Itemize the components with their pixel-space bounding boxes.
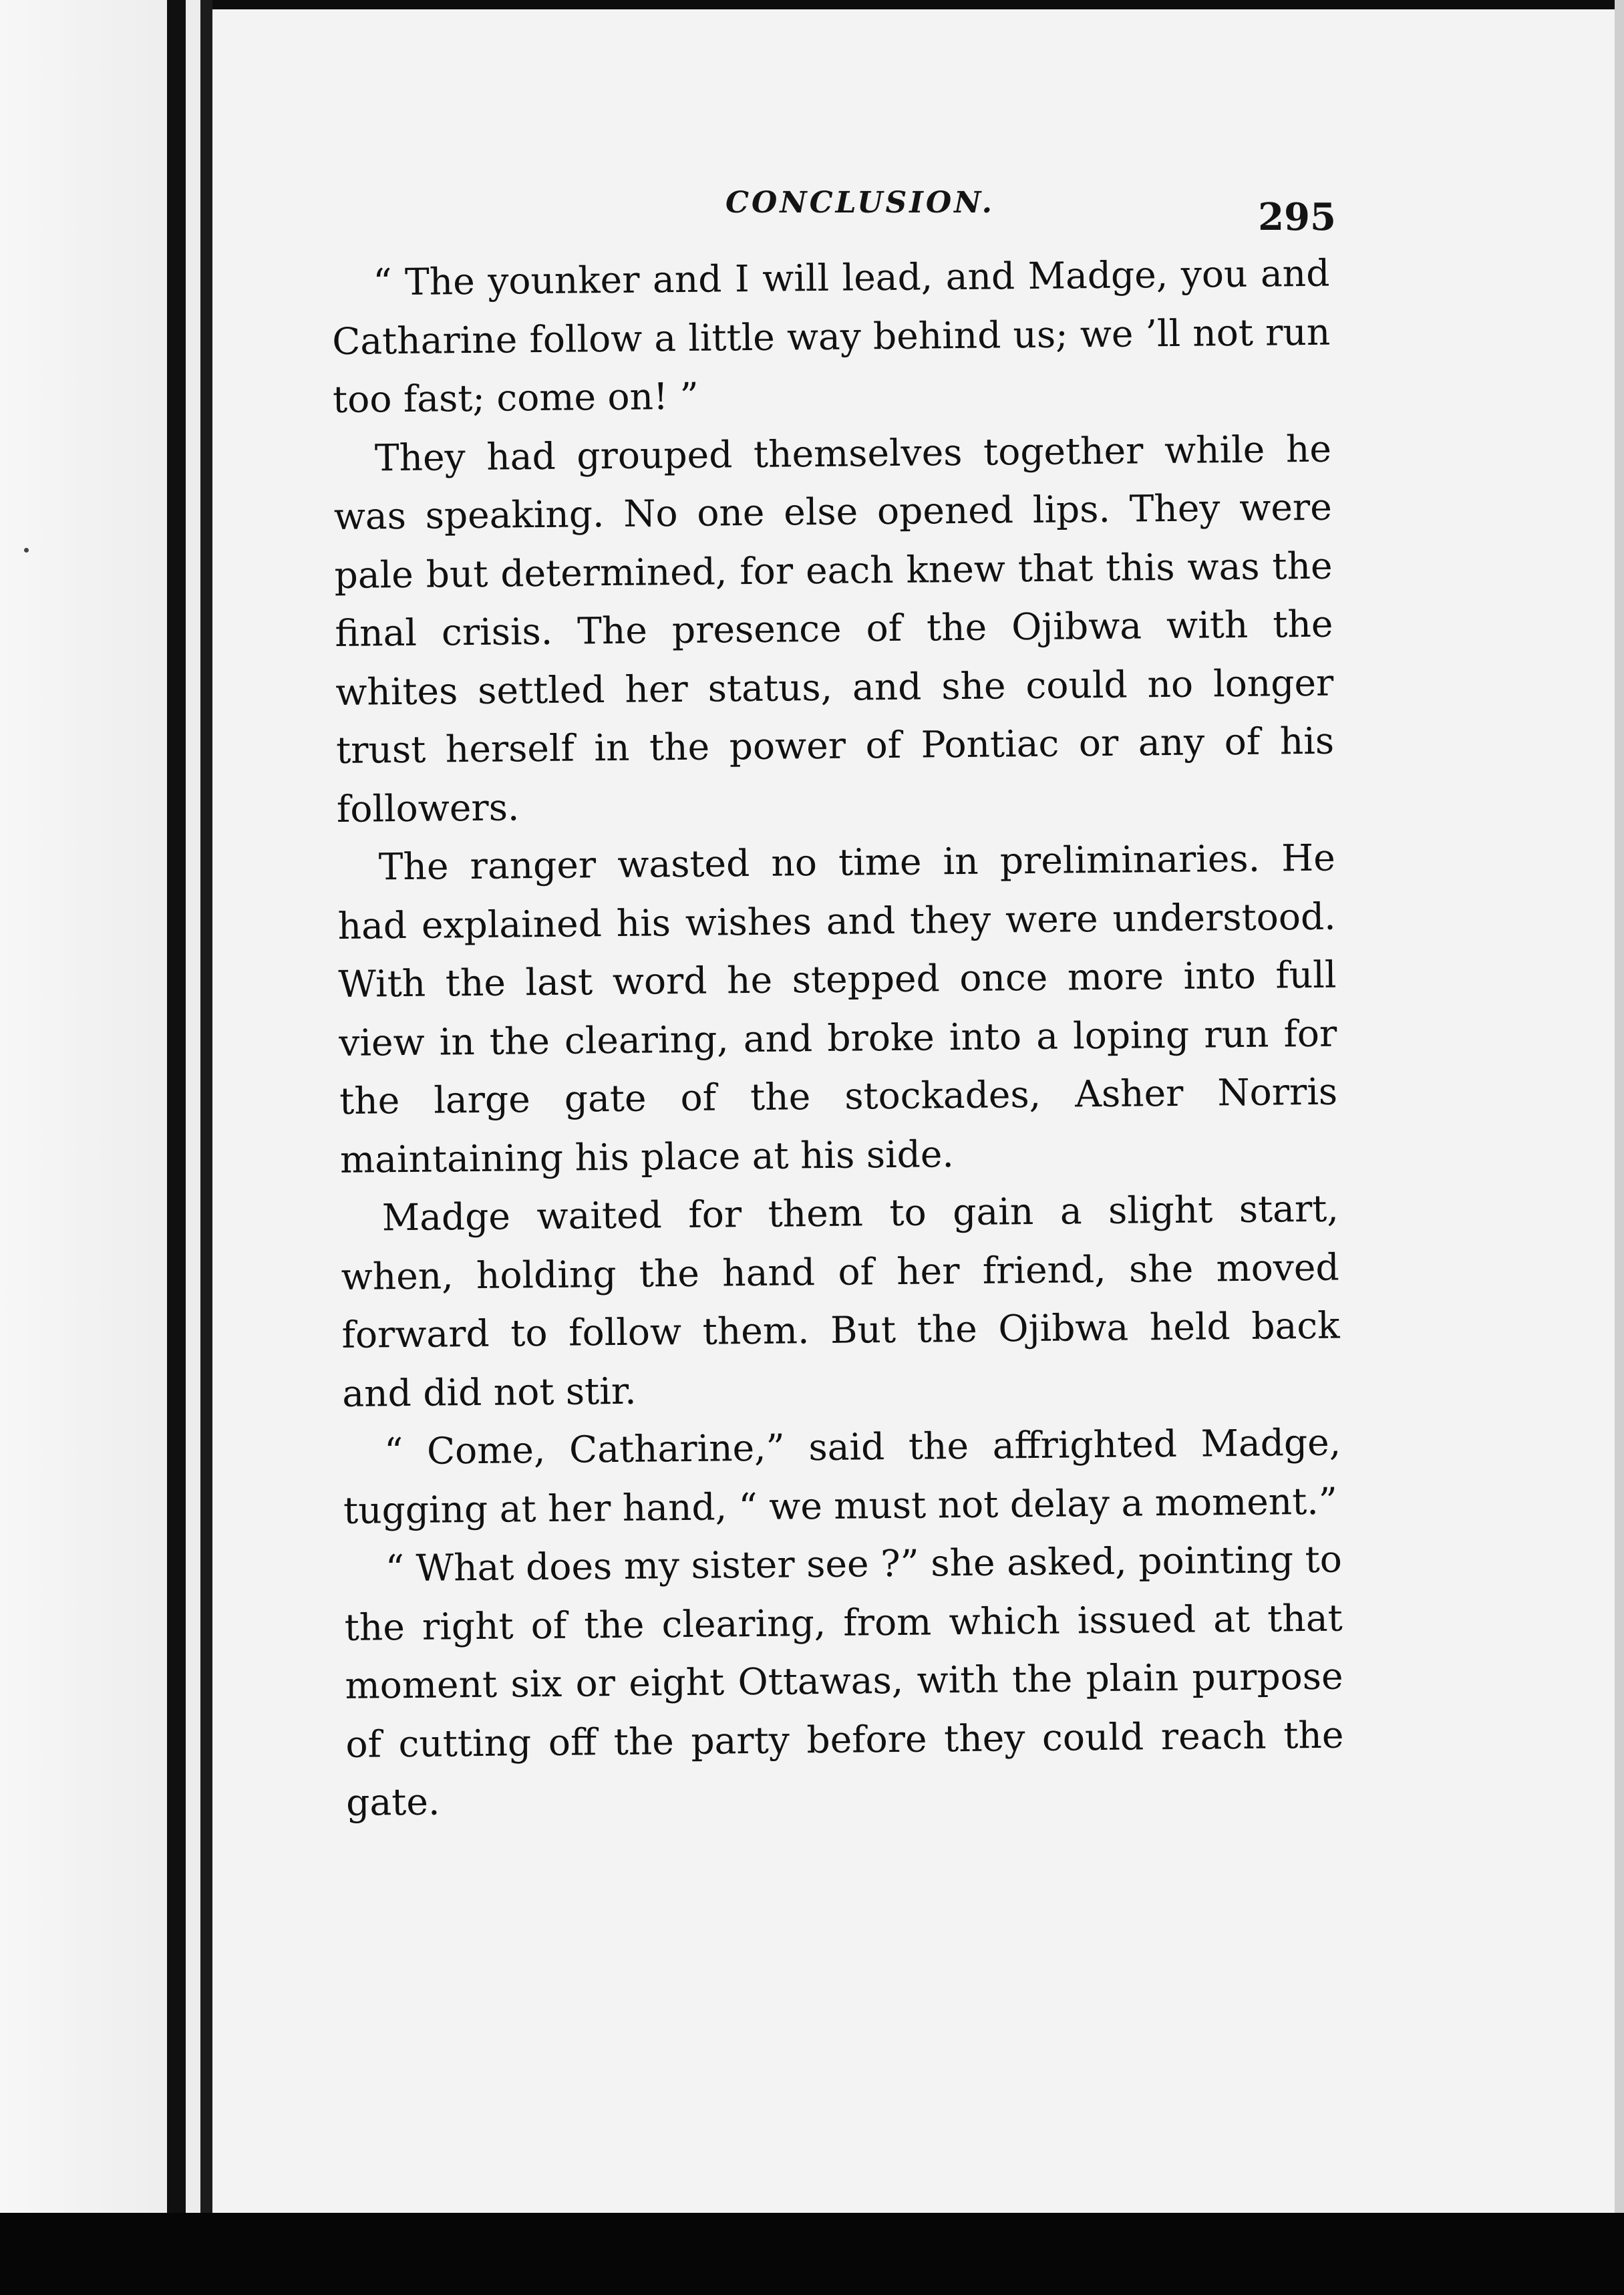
top-edge-shadow <box>212 0 1624 9</box>
paragraph: “ Come, Catharine,” said the affrighted Madge, tugging at her hand, “ we must not delay a moment.” <box>343 1420 1341 1532</box>
paragraph: The ranger wasted no time in preliminaries. He had explained his wishes and they were understood. With the last word he stepped once more into full view in the clearing, and broke into a loping run for the large gate of the stockades, Asher Norris maintaining his place at his side. <box>337 836 1338 1181</box>
paragraph: “ The younker and I will lead, and Madge, you and Catharine follow a little way behind us; we ’ll not run too fast; come on! ” <box>331 251 1331 421</box>
running-head: CONCLUSION. <box>725 186 995 220</box>
page-edge-shadow <box>200 0 212 2213</box>
stray-mark <box>24 548 29 553</box>
page-header <box>347 179 1343 246</box>
right-edge <box>1615 0 1624 2213</box>
scan-bottom-border <box>0 2213 1624 2295</box>
paragraph: They had grouped themselves together while he was speaking. No one else opened lips. They were pale but determined, for each knew that this was the final crisis. The presence of the Ojibwa with the whites settled her status, and she could no longer trust herself in the power of Pontiac or any of his followers. <box>333 427 1335 830</box>
paragraph: “ What does my sister see ?” she asked, pointing to the right of the clearing, from which issued at that moment six or eight Ottawas, with the plain purpose of cutting off the party before they could reach the gate. <box>344 1537 1344 1824</box>
paragraph: Madge waited for them to gain a slight start, when, holding the hand of her friend, she moved forward to follow them. But the Ojibwa held back and did not stir. <box>341 1187 1340 1415</box>
binding-shadow <box>167 0 186 2213</box>
body-text <box>331 245 1345 1833</box>
page-number: 295 <box>1258 195 1336 239</box>
